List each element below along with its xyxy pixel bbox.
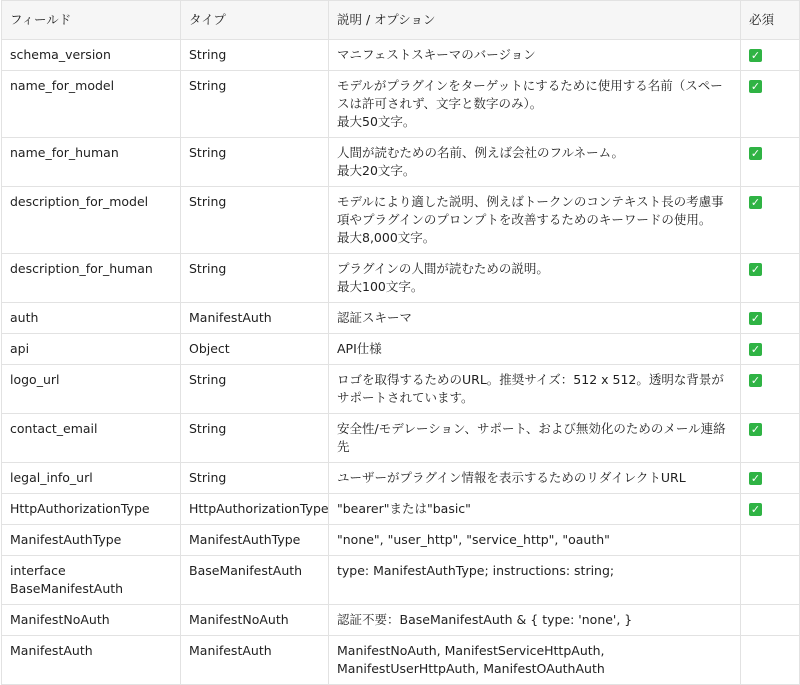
description-line: 認証不要：BaseManifestAuth & { type: 'none', } — [337, 612, 633, 627]
required-cell — [741, 636, 800, 685]
check-mark-icon: ✓ — [750, 472, 761, 485]
required-cell — [741, 463, 800, 494]
required-cell — [741, 40, 800, 71]
description-cell — [329, 525, 741, 556]
description-line: 認証スキーマ — [337, 310, 413, 325]
table-row — [2, 636, 800, 685]
required-cell — [741, 414, 800, 463]
check-mark-icon: ✓ — [750, 80, 761, 93]
description-line: 最大8,000文字。 — [337, 230, 436, 245]
description-cell — [329, 187, 741, 254]
description-cell — [329, 556, 741, 605]
type-cell: String — [181, 187, 329, 254]
required-cell — [741, 556, 800, 605]
field-cell: contact_email — [2, 414, 181, 463]
check-mark-icon: ✓ — [750, 49, 761, 62]
table-row — [2, 187, 800, 254]
required-cell — [741, 71, 800, 138]
table-row — [2, 254, 800, 303]
check-mark-icon: ✓ — [750, 503, 761, 516]
check-mark-icon: ✓ — [750, 312, 761, 325]
description-cell — [329, 334, 741, 365]
table-row — [2, 414, 800, 463]
table-row — [2, 71, 800, 138]
type-cell: String — [181, 40, 329, 71]
description-line: 最大20文字。 — [337, 163, 416, 178]
type-cell: ManifestAuthType — [181, 525, 329, 556]
check-mark-icon: ✓ — [750, 374, 761, 387]
field-cell: auth — [2, 303, 181, 334]
field-cell: ManifestNoAuth — [2, 605, 181, 636]
description-line: マニフェストスキーマのバージョン — [337, 47, 536, 62]
check-mark-icon: ✓ — [750, 423, 761, 436]
description-line: "none", "user_http", "service_http", "oauth" — [337, 532, 610, 547]
field-cell: ManifestAuthType — [2, 525, 181, 556]
description-line: 最大50文字。 — [337, 114, 416, 129]
field-cell: legal_info_url — [2, 463, 181, 494]
field-cell: interface BaseManifestAuth — [2, 556, 181, 605]
description-line: type: ManifestAuthType; instructions: string; — [337, 563, 615, 578]
field-cell: description_for_human — [2, 254, 181, 303]
required-cell — [741, 365, 800, 414]
type-cell: HttpAuthorizationType — [181, 494, 329, 525]
field-cell: logo_url — [2, 365, 181, 414]
description-cell — [329, 365, 741, 414]
description-cell — [329, 414, 741, 463]
description-line: ロゴを取得するためのURL。推奨サイズ：512 x 512。透明な背景がサポートされています。 — [337, 372, 724, 405]
description-cell — [329, 494, 741, 525]
type-cell: String — [181, 463, 329, 494]
description-cell — [329, 463, 741, 494]
table-row — [2, 138, 800, 187]
field-cell: name_for_model — [2, 71, 181, 138]
description-line: ユーザーがプラグイン情報を表示するためのリダイレクトURL — [337, 470, 686, 485]
header-description: 説明 / オプション — [329, 1, 741, 40]
check-mark-icon: ✓ — [750, 263, 761, 276]
field-cell: description_for_model — [2, 187, 181, 254]
required-cell — [741, 254, 800, 303]
type-cell: String — [181, 138, 329, 187]
table-row — [2, 40, 800, 71]
table-row — [2, 365, 800, 414]
description-line: プラグインの人間が読むための説明。 — [337, 261, 549, 276]
description-line: 人間が読むための名前、例えば会社のフルネーム。 — [337, 145, 625, 160]
check-mark-icon: ✓ — [750, 343, 761, 356]
description-line: "bearer"または"basic" — [337, 501, 471, 516]
description-cell — [329, 71, 741, 138]
table-row — [2, 525, 800, 556]
type-cell: ManifestAuth — [181, 303, 329, 334]
table-row — [2, 556, 800, 605]
table-row — [2, 605, 800, 636]
description-line: API仕様 — [337, 341, 382, 356]
check-mark-icon: ✓ — [750, 196, 761, 209]
manifest-fields-table — [1, 0, 800, 685]
description-line: 安全性/モデレーション、サポート、および無効化のためのメール連絡先 — [337, 421, 726, 454]
type-cell: String — [181, 365, 329, 414]
table-row — [2, 303, 800, 334]
required-cell — [741, 605, 800, 636]
header-required: 必須 — [741, 1, 800, 40]
required-cell — [741, 187, 800, 254]
description-line: 最大100文字。 — [337, 279, 424, 294]
table-row — [2, 463, 800, 494]
table-row — [2, 334, 800, 365]
field-cell: ManifestAuth — [2, 636, 181, 685]
required-cell — [741, 525, 800, 556]
table-header-row — [2, 1, 800, 40]
description-cell — [329, 605, 741, 636]
required-cell — [741, 303, 800, 334]
description-line: ManifestNoAuth, ManifestServiceHttpAuth, ManifestUserHttpAuth, ManifestOAuthAuth — [337, 643, 605, 676]
check-mark-icon: ✓ — [750, 147, 761, 160]
field-cell: schema_version — [2, 40, 181, 71]
type-cell: ManifestAuth — [181, 636, 329, 685]
field-cell: HttpAuthorizationType — [2, 494, 181, 525]
description-cell — [329, 254, 741, 303]
type-cell: String — [181, 254, 329, 303]
type-cell: String — [181, 71, 329, 138]
table-row — [2, 494, 800, 525]
type-cell: ManifestNoAuth — [181, 605, 329, 636]
header-type: タイプ — [181, 1, 329, 40]
description-cell — [329, 40, 741, 71]
description-line: モデルにより適した説明、例えばトークンのコンテキスト長の考慮事項やプラグインのプロンプトを改善するためのキーワードの使用。 — [337, 194, 724, 227]
field-cell: name_for_human — [2, 138, 181, 187]
type-cell: BaseManifestAuth — [181, 556, 329, 605]
field-cell: api — [2, 334, 181, 365]
type-cell: String — [181, 414, 329, 463]
description-cell — [329, 303, 741, 334]
description-cell — [329, 138, 741, 187]
type-cell: Object — [181, 334, 329, 365]
required-cell — [741, 494, 800, 525]
description-cell — [329, 636, 741, 685]
required-cell — [741, 334, 800, 365]
header-field: フィールド — [2, 1, 181, 40]
required-cell — [741, 138, 800, 187]
description-line: モデルがプラグインをターゲットにするために使用する名前（スペースは許可されず、文字と数字のみ）。 — [337, 78, 723, 111]
